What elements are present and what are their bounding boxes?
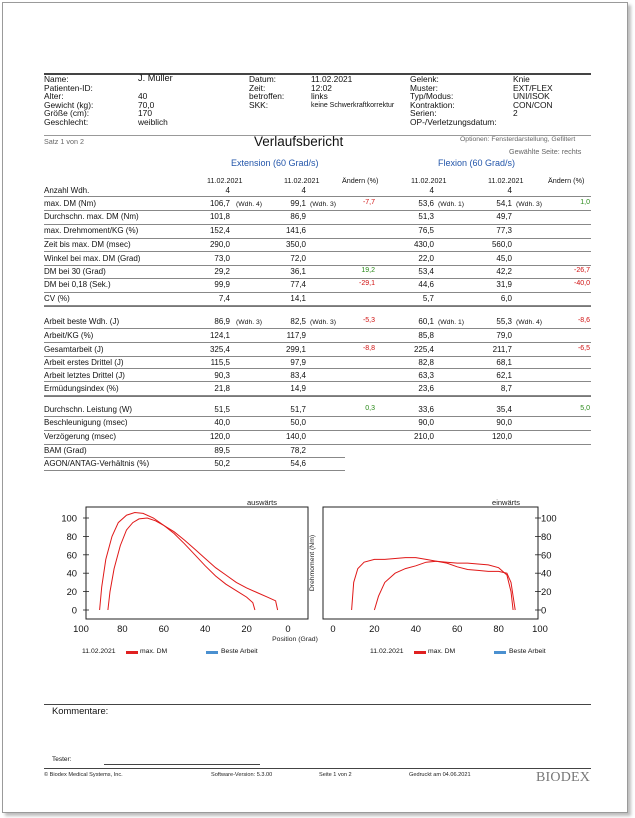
- set-label: Satz 1 von 2: [44, 137, 84, 146]
- flex-rep-1: (Wdh. 1): [438, 319, 465, 326]
- flex-value-2: 68,1: [496, 358, 512, 367]
- ext-change: -29,1: [359, 280, 375, 287]
- flex-change: -26,7: [574, 267, 590, 274]
- ext-change: -8,8: [362, 345, 375, 352]
- ext-value-2: 4: [301, 186, 306, 195]
- header-value: links: [311, 91, 328, 102]
- tester-label: Tester:: [52, 756, 72, 763]
- ext-value-1: 89,5: [214, 446, 230, 455]
- flex-change: -8,6: [577, 317, 590, 324]
- y-tick-label: 20: [66, 586, 77, 598]
- flex-value-1: 53,4: [418, 267, 434, 276]
- x-tick-label: 60: [451, 623, 463, 634]
- header-label: Typ/Modus:: [410, 91, 454, 102]
- ext-value-1: 106,7: [209, 199, 230, 208]
- chart-frame: [86, 507, 308, 619]
- flex-value-1: 210,0: [413, 432, 434, 441]
- ext-value-2: 78,2: [290, 446, 306, 455]
- ext-rep-1: (Wdh. 3): [236, 319, 263, 326]
- ext-value-1: 29,2: [214, 267, 230, 276]
- x-tick-label: 0: [330, 623, 336, 634]
- report-title: Verlaufsbericht: [254, 134, 344, 149]
- col-change-ext: Ändern (%): [342, 176, 379, 185]
- row-label: AGON/ANTAG-Verhältnis (%): [44, 459, 150, 468]
- torque-curve-2: [108, 518, 278, 610]
- ext-value-1: 21,8: [214, 384, 230, 393]
- ext-value-1: 290,0: [209, 240, 230, 249]
- flex-value-1: 225,4: [413, 345, 434, 354]
- flex-value-2: 31,9: [496, 280, 512, 289]
- x-tick-label: 100: [532, 623, 548, 634]
- ext-value-1: 50,2: [214, 459, 230, 468]
- ext-change: -7,7: [362, 199, 375, 206]
- flex-value-1: 82,8: [418, 358, 434, 367]
- ext-rep-2: (Wdh. 3): [310, 319, 337, 326]
- legend-swatch-max-dm: [126, 651, 138, 654]
- y-tick-label: 100: [61, 512, 77, 524]
- flex-value-1: 33,6: [418, 405, 434, 414]
- row-label: Beschleunigung (msec): [44, 418, 128, 427]
- legend-label-max-dm: max. DM: [140, 648, 168, 655]
- torque-curve-1: [100, 513, 255, 611]
- ext-value-2: 299,1: [285, 345, 306, 354]
- row-label: Arbeit letztes Drittel (J): [44, 371, 125, 380]
- header-label: Alter:: [44, 91, 64, 102]
- ext-value-2: 50,0: [290, 418, 306, 427]
- flex-value-1: 51,3: [418, 212, 434, 221]
- header-value: 2: [513, 108, 518, 119]
- ext-change: 19,2: [361, 267, 375, 274]
- x-tick-label: 40: [410, 623, 422, 634]
- y-tick-label: 0: [71, 604, 77, 616]
- row-label: Arbeit/KG (%): [44, 331, 94, 340]
- ext-change: -5,3: [362, 317, 375, 324]
- ext-value-2: 14,1: [290, 294, 306, 303]
- y-tick-label: 40: [541, 567, 552, 579]
- y-tick-label: 20: [541, 586, 552, 598]
- flexion-section-title: Flexion (60 Grad/s): [438, 158, 516, 168]
- ext-value-1: 115,5: [210, 358, 230, 367]
- row-label: Verzögerung (msec): [44, 432, 117, 441]
- header-value: UNI/ISOK: [513, 91, 550, 102]
- header-label: OP-/Verletzungsdatum:: [410, 117, 497, 127]
- ext-value-2: 77,4: [290, 280, 306, 289]
- x-tick-label: 60: [158, 623, 170, 634]
- header-value: 40: [138, 91, 148, 102]
- header-label: Größe (cm):: [44, 108, 90, 119]
- y-tick-label: 80: [66, 530, 77, 542]
- flex-value-2: 120,0: [491, 432, 512, 441]
- header-value: EXT/FLEX: [513, 82, 553, 93]
- header-value: 70,0: [138, 99, 155, 110]
- header-label: Serien:: [410, 108, 437, 119]
- flex-value-1: 63,3: [418, 371, 434, 380]
- row-label: BAM (Grad): [44, 446, 87, 455]
- row-label: max. DM (Nm): [44, 199, 96, 208]
- x-tick-label: 80: [117, 623, 128, 634]
- ext-value-2: 141,6: [285, 226, 306, 235]
- ext-value-2: 51,7: [290, 405, 306, 414]
- ext-value-2: 72,0: [290, 254, 306, 263]
- ext-value-1: 124,1: [209, 331, 230, 340]
- flex-value-2: 4: [507, 186, 512, 195]
- chart-title: auswärts: [246, 498, 278, 507]
- flex-value-2: 55,3: [496, 317, 512, 326]
- ext-value-2: 99,1: [290, 199, 306, 208]
- col-change-flex: Ändern (%): [548, 176, 585, 185]
- flex-value-2: 90,0: [496, 418, 512, 427]
- ext-value-1: 4: [225, 186, 230, 195]
- legend-label-max-dm: max. DM: [428, 648, 456, 655]
- flex-value-1: 4: [429, 186, 434, 195]
- col-date-2: 11.02.2021: [284, 176, 320, 185]
- y-tick-label: 60: [66, 549, 77, 561]
- row-label: Winkel bei max. DM (Grad): [44, 254, 141, 263]
- flex-value-1: 53,6: [418, 199, 434, 208]
- y-tick-label: 0: [541, 604, 547, 616]
- row-label: Zeit bis max. DM (msec): [44, 240, 131, 249]
- flex-value-1: 60,1: [418, 317, 434, 326]
- col-date-1: 11.02.2021: [207, 176, 243, 185]
- flex-value-1: 5,7: [422, 294, 434, 303]
- y-tick-label: 100: [541, 512, 557, 524]
- flex-value-1: 22,0: [418, 254, 434, 263]
- legend-swatch-best-work: [494, 651, 506, 654]
- row-label: max. Drehmoment/KG (%): [44, 226, 139, 235]
- flex-value-2: 77,3: [496, 226, 512, 235]
- header-label: Zeit:: [249, 82, 266, 93]
- header-label: Kontraktion:: [410, 99, 455, 110]
- row-label: DM bei 0,18 (Sek.): [44, 280, 111, 289]
- ext-value-1: 7,4: [218, 294, 230, 303]
- footer-copyright: © Biodex Medical Systems, Inc.: [44, 772, 123, 778]
- ext-value-2: 82,5: [290, 317, 306, 326]
- ext-value-2: 140,0: [285, 432, 306, 441]
- flex-value-1: 44,6: [418, 280, 434, 289]
- row-label: Arbeit beste Wdh. (J): [44, 317, 120, 326]
- ext-value-2: 14,9: [290, 384, 306, 393]
- x-tick-label: 40: [199, 623, 211, 634]
- row-label: Durchschn. max. DM (Nm): [44, 212, 139, 221]
- legend-date: 11.02.2021: [370, 648, 404, 655]
- header-label: Gewicht (kg):: [44, 99, 94, 110]
- ext-value-1: 86,9: [214, 317, 230, 326]
- ext-value-2: 54,6: [290, 459, 306, 468]
- options-text: Optionen: Fensterdarstellung, Gefiltert: [460, 136, 576, 143]
- flex-value-1: 85,8: [418, 331, 434, 340]
- ext-value-2: 86,9: [290, 212, 306, 221]
- header-label: Geschlecht:: [44, 117, 89, 127]
- tester-signature-line: [104, 764, 260, 765]
- flex-change: 5,0: [580, 405, 590, 412]
- row-label: CV (%): [44, 294, 70, 303]
- legend-date: 11.02.2021: [82, 648, 116, 655]
- ext-value-1: 152,4: [209, 226, 230, 235]
- flex-value-2: 45,0: [496, 254, 512, 263]
- header-value: 170: [138, 108, 152, 119]
- x-tick-label: 80: [493, 623, 504, 634]
- flex-value-1: 430,0: [413, 240, 434, 249]
- footer-printed: Gedruckt am 04.06.2021: [409, 772, 471, 778]
- row-label: Arbeit erstes Drittel (J): [44, 358, 124, 367]
- flex-rep-1: (Wdh. 1): [438, 201, 465, 208]
- header-value: CON/CON: [513, 99, 553, 110]
- row-label: Durchschn. Leistung (W): [44, 405, 133, 414]
- ext-value-2: 350,0: [285, 240, 306, 249]
- col-date-4: 11.02.2021: [488, 176, 524, 185]
- legend-swatch-best-work: [206, 651, 218, 654]
- flex-value-2: 35,4: [496, 405, 512, 414]
- flex-rep-2: (Wdh. 4): [516, 319, 543, 326]
- y-tick-label: 40: [66, 567, 77, 579]
- header-label: Name:: [44, 74, 69, 84]
- flex-value-2: 560,0: [491, 240, 512, 249]
- x-tick-label: 20: [369, 623, 380, 634]
- flex-value-2: 6,0: [500, 294, 512, 303]
- y-axis-label: Drehmoment (Nm): [309, 534, 316, 592]
- header-value: weiblich: [138, 117, 168, 127]
- y-tick-label: 60: [541, 549, 552, 561]
- comments-top-rule: [44, 704, 591, 705]
- comments-label: Kommentare:: [52, 705, 109, 716]
- header-value: J. Müller: [138, 73, 173, 83]
- ext-rep-1: (Wdh. 4): [236, 201, 263, 208]
- chart-title: einwärts: [492, 498, 520, 507]
- flex-value-2: 79,0: [496, 331, 512, 340]
- x-axis-label: Position (Grad): [272, 636, 318, 643]
- legend-swatch-max-dm: [414, 651, 426, 654]
- flex-value-1: 90,0: [418, 418, 434, 427]
- flex-change: -40,0: [574, 280, 590, 287]
- legend-label-best-work: Beste Arbeit: [221, 648, 258, 655]
- chosen-side: Gewählte Seite: rechts: [509, 147, 582, 156]
- header-label: betroffen:: [249, 91, 285, 102]
- ext-value-1: 99,9: [214, 280, 230, 289]
- ext-value-2: 117,9: [286, 331, 306, 340]
- x-tick-label: 100: [73, 623, 89, 634]
- ext-value-1: 40,0: [214, 418, 230, 427]
- header-label: Datum:: [249, 74, 276, 84]
- header-value: 12:02: [311, 82, 332, 93]
- row-label: DM bei 30 (Grad): [44, 267, 106, 276]
- ext-value-1: 51,5: [214, 405, 230, 414]
- flex-value-2: 8,7: [500, 384, 512, 393]
- header-label: Gelenk:: [410, 74, 439, 84]
- biodex-logo: BIODEX: [536, 770, 591, 785]
- flex-value-2: 54,1: [496, 199, 512, 208]
- ext-value-2: 83,4: [290, 371, 306, 380]
- ext-value-1: 325,4: [209, 345, 230, 354]
- ext-value-1: 73,0: [214, 254, 230, 263]
- ext-rep-2: (Wdh. 3): [310, 201, 337, 208]
- header-label: Patienten-ID:: [44, 82, 93, 93]
- ext-value-1: 90,3: [214, 371, 230, 380]
- flex-value-1: 23,6: [418, 384, 434, 393]
- flex-value-2: 211,7: [492, 345, 512, 354]
- torque-curve-1: [352, 558, 513, 610]
- header-label: Muster:: [410, 82, 438, 93]
- legend-label-best-work: Beste Arbeit: [509, 648, 546, 655]
- flex-value-2: 62,1: [496, 371, 512, 380]
- chart-frame: [323, 507, 538, 619]
- flex-value-2: 42,2: [496, 267, 512, 276]
- flex-value-2: 49,7: [496, 212, 512, 221]
- row-label: Ermüdungsindex (%): [44, 384, 119, 393]
- torque-curve-2: [374, 561, 515, 610]
- header-value: keine Schwerkraftkorrektur: [311, 101, 395, 109]
- footer-page: Seite 1 von 2: [319, 772, 352, 778]
- x-tick-label: 0: [285, 623, 291, 634]
- col-date-3: 11.02.2021: [411, 176, 447, 185]
- y-tick-label: 80: [541, 530, 552, 542]
- ext-value-1: 101,8: [209, 212, 230, 221]
- header-label: SKK:: [249, 99, 269, 110]
- row-label: Anzahl Wdh.: [44, 186, 90, 195]
- footer-software: Software-Version: 5.3.00: [211, 772, 273, 778]
- ext-value-2: 97,9: [290, 358, 306, 367]
- header-value: 11.02.2021: [311, 74, 353, 84]
- extension-section-title: Extension (60 Grad/s): [231, 158, 319, 168]
- ext-change: 0,3: [365, 405, 375, 412]
- x-tick-label: 20: [241, 623, 252, 634]
- footer-rule: [44, 768, 591, 769]
- ext-value-2: 36,1: [290, 267, 306, 276]
- flex-rep-2: (Wdh. 3): [516, 201, 543, 208]
- ext-value-1: 120,0: [209, 432, 230, 441]
- header-value: Knie: [513, 74, 530, 84]
- flex-change: -6,5: [577, 345, 590, 352]
- flex-change: 1,0: [580, 199, 590, 206]
- flex-value-1: 76,5: [418, 226, 434, 235]
- row-label: Gesamtarbeit (J): [44, 345, 104, 354]
